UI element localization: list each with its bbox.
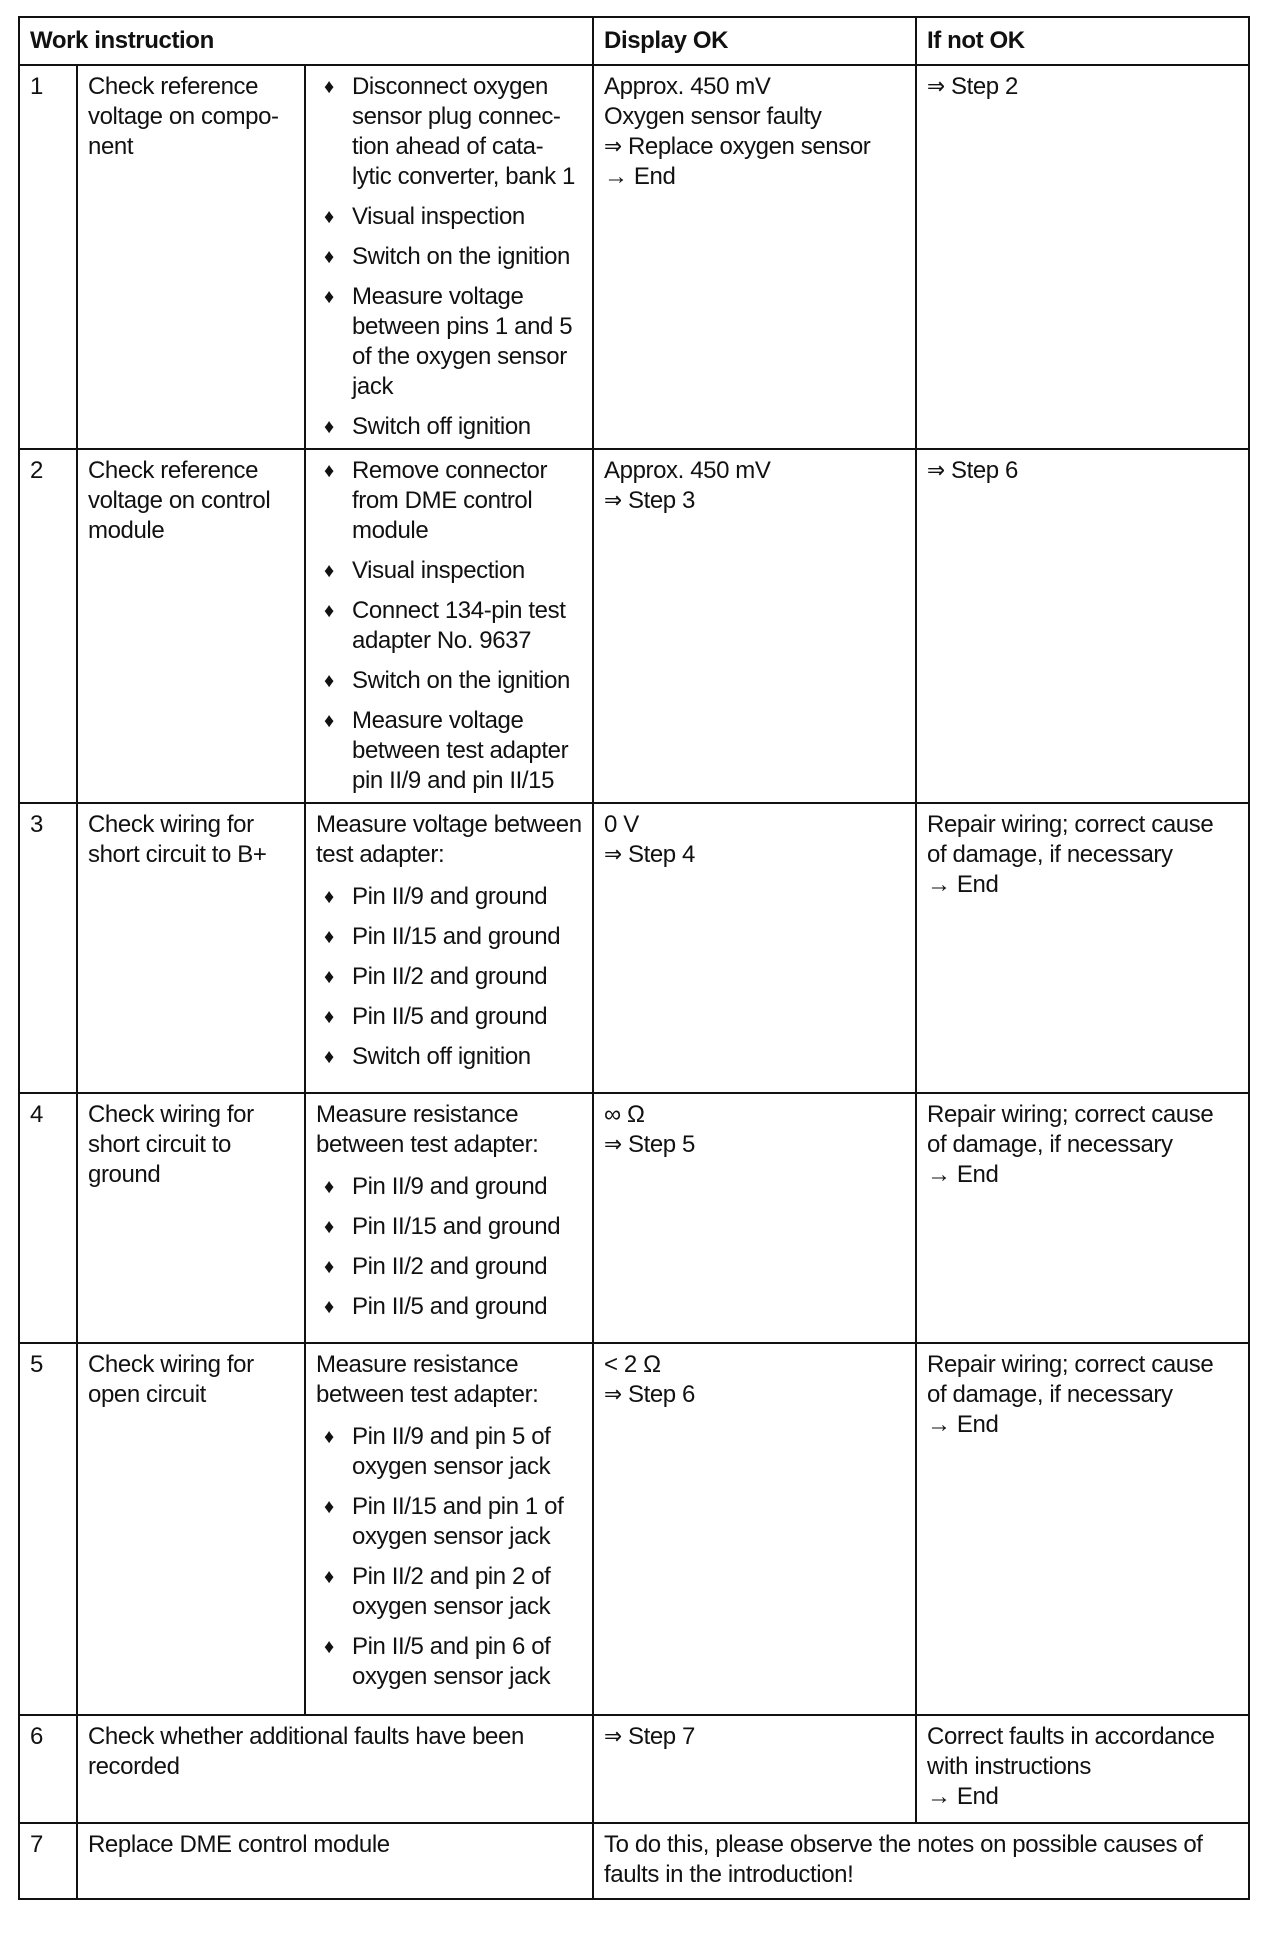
if-not-ok-line: ⇒ Step 6 <box>927 457 1018 484</box>
step-number: 6 <box>19 1715 77 1823</box>
step-description: Check reference voltage on control module <box>77 449 305 803</box>
if-not-ok-line: Repair wiring; correct cause of damage, if necessary <box>927 1351 1214 1408</box>
bullet-diamond-icon: ♦ <box>324 416 334 438</box>
if-not-ok-cell <box>916 65 1249 449</box>
step-description: Check wiring for short circuit to B+ <box>77 803 305 1093</box>
instruction-lead: Measure resistance between test adapter: <box>316 1101 539 1158</box>
display-ok-line: ⇒ Replace oxygen sensor <box>604 133 871 160</box>
display-ok-cell <box>593 449 916 803</box>
if-not-ok-cell <box>916 1093 1249 1343</box>
step-number: 7 <box>19 1823 77 1899</box>
list-item: ♦ Visual inspection <box>324 557 525 584</box>
bullet-diamond-icon: ♦ <box>324 1046 334 1068</box>
display-ok-line: ⇒ Step 4 <box>604 841 695 868</box>
display-ok-line: Oxygen sensor faulty <box>604 103 822 130</box>
if-not-ok-line: → End <box>927 1161 999 1188</box>
step-instructions <box>305 1343 593 1715</box>
list-item: ♦ Visual inspection <box>324 203 525 230</box>
display-ok-cell <box>593 65 916 449</box>
display-ok-line: ⇒ Step 5 <box>604 1131 695 1158</box>
bullet-diamond-icon: ♦ <box>324 926 334 948</box>
if-not-ok-line: Correct faults in accordance with instructions <box>927 1723 1215 1780</box>
if-not-ok-cell <box>916 1715 1249 1823</box>
bullet-diamond-icon: ♦ <box>324 206 334 228</box>
display-ok-cell <box>593 1093 916 1343</box>
step-number: 2 <box>19 449 77 803</box>
table-row <box>19 803 1249 1093</box>
if-not-ok-line: Repair wiring; correct cause of damage, if necessary <box>927 1101 1214 1158</box>
step-description: Check wiring for short circuit to ground <box>77 1093 305 1343</box>
list-item: ♦ Switch off ignition <box>324 413 531 440</box>
display-ok-line: → End <box>604 163 676 190</box>
bullet-diamond-icon: ♦ <box>324 1426 334 1448</box>
bullet-diamond-icon: ♦ <box>324 670 334 692</box>
list-item: ♦ Pin II/15 and ground <box>324 923 561 950</box>
display-ok-line: ⇒ Step 3 <box>604 487 695 514</box>
list-item: ♦ Switch on the ignition <box>324 243 571 270</box>
step-instructions <box>305 1093 593 1343</box>
if-not-ok-line: → End <box>927 871 999 898</box>
bullet-diamond-icon: ♦ <box>324 286 334 308</box>
list-item: ♦ Connect 134-pin test adapter No. 9637 <box>324 597 566 654</box>
list-item: ♦ Pin II/2 and pin 2 of oxygen sensor jack <box>324 1563 551 1620</box>
table-row <box>19 1823 1249 1899</box>
step-number: 1 <box>19 65 77 449</box>
list-item: ♦ Switch off ignition <box>324 1043 531 1070</box>
list-item: ♦ Pin II/9 and ground <box>324 1173 548 1200</box>
step-instructions <box>305 803 593 1093</box>
display-ok-cell <box>593 803 916 1093</box>
bullet-diamond-icon: ♦ <box>324 1296 334 1318</box>
if-not-ok-cell <box>916 449 1249 803</box>
bullet-diamond-icon: ♦ <box>324 1216 334 1238</box>
display-ok-line: ⇒ Step 6 <box>604 1381 695 1408</box>
if-not-ok-cell <box>916 1343 1249 1715</box>
if-not-ok-line: → End <box>927 1783 999 1810</box>
table-row <box>19 1715 1249 1823</box>
header-display-ok: Display OK <box>593 17 916 65</box>
display-ok-cell <box>593 1715 916 1823</box>
instruction-lead: Measure voltage between test adapter: <box>316 811 582 868</box>
list-item: ♦ Pin II/2 and ground <box>324 1253 548 1280</box>
bullet-diamond-icon: ♦ <box>324 966 334 988</box>
if-not-ok-line: → End <box>927 1411 999 1438</box>
display-ok-line: ⇒ Step 7 <box>604 1723 695 1750</box>
bullet-diamond-icon: ♦ <box>324 710 334 732</box>
display-ok-line: Approx. 450 mV <box>604 73 771 100</box>
step-number: 4 <box>19 1093 77 1343</box>
display-ok-line: Approx. 450 mV <box>604 457 771 484</box>
if-not-ok-cell <box>916 803 1249 1093</box>
list-item: ♦ Pin II/2 and ground <box>324 963 548 990</box>
bullet-diamond-icon: ♦ <box>324 246 334 268</box>
display-ok-line: < 2 Ω <box>604 1351 661 1378</box>
list-item: ♦ Pin II/5 and ground <box>324 1003 548 1030</box>
list-item: ♦ Pin II/15 and pin 1 of oxygen sensor jack <box>324 1493 564 1550</box>
bullet-diamond-icon: ♦ <box>324 1006 334 1028</box>
bullet-diamond-icon: ♦ <box>324 76 334 98</box>
instruction-lead: Measure resistance between test adapter: <box>316 1351 539 1408</box>
list-item: ♦ Measure voltage between pins 1 and 5 of the oxygen sensor jack <box>324 283 573 400</box>
work-instruction-table <box>18 16 1250 1900</box>
bullet-diamond-icon: ♦ <box>324 1256 334 1278</box>
table-row <box>19 1093 1249 1343</box>
header-row <box>19 17 1249 65</box>
display-ok-line: 0 V <box>604 811 639 838</box>
step-number: 3 <box>19 803 77 1093</box>
table-row <box>19 65 1249 449</box>
if-not-ok-line: Repair wiring; correct cause of damage, if necessary <box>927 811 1214 868</box>
bullet-diamond-icon: ♦ <box>324 1496 334 1518</box>
list-item: ♦ Remove connector from DME control module <box>324 457 548 544</box>
list-item: ♦ Pin II/5 and ground <box>324 1293 548 1320</box>
display-ok-cell <box>593 1343 916 1715</box>
step-note: To do this, please observe the notes on possible causes of faults in the introduction! <box>593 1823 1249 1899</box>
step-number: 5 <box>19 1343 77 1715</box>
if-not-ok-line: ⇒ Step 2 <box>927 73 1018 100</box>
bullet-diamond-icon: ♦ <box>324 460 334 482</box>
list-item: ♦ Disconnect oxygen sensor plug connec-tion ahead of cata-lytic converter, bank 1 <box>324 73 575 190</box>
step-instructions <box>305 65 593 449</box>
step-description: Replace DME control module <box>77 1823 593 1899</box>
bullet-diamond-icon: ♦ <box>324 1636 334 1658</box>
step-description: Check wiring for open circuit <box>77 1343 305 1715</box>
bullet-diamond-icon: ♦ <box>324 886 334 908</box>
header-work-instruction: Work instruction <box>19 17 593 65</box>
bullet-diamond-icon: ♦ <box>324 600 334 622</box>
list-item: ♦ Pin II/9 and pin 5 of oxygen sensor jack <box>324 1423 551 1480</box>
step-description: Check whether additional faults have been recorded <box>77 1715 593 1823</box>
bullet-diamond-icon: ♦ <box>324 1566 334 1588</box>
list-item: ♦ Pin II/9 and ground <box>324 883 548 910</box>
step-description: Check reference voltage on compo-nent <box>77 65 305 449</box>
table-row <box>19 449 1249 803</box>
step-instructions <box>305 449 593 803</box>
table-row <box>19 1343 1249 1715</box>
bullet-diamond-icon: ♦ <box>324 560 334 582</box>
header-if-not-ok: If not OK <box>916 17 1249 65</box>
list-item: ♦ Pin II/15 and ground <box>324 1213 561 1240</box>
bullet-diamond-icon: ♦ <box>324 1176 334 1198</box>
list-item: ♦ Measure voltage between test adapter pin II/9 and pin II/15 <box>324 707 569 794</box>
list-item: ♦ Switch on the ignition <box>324 667 571 694</box>
display-ok-line: ∞ Ω <box>604 1101 645 1128</box>
list-item: ♦ Pin II/5 and pin 6 of oxygen sensor jack <box>324 1633 551 1690</box>
